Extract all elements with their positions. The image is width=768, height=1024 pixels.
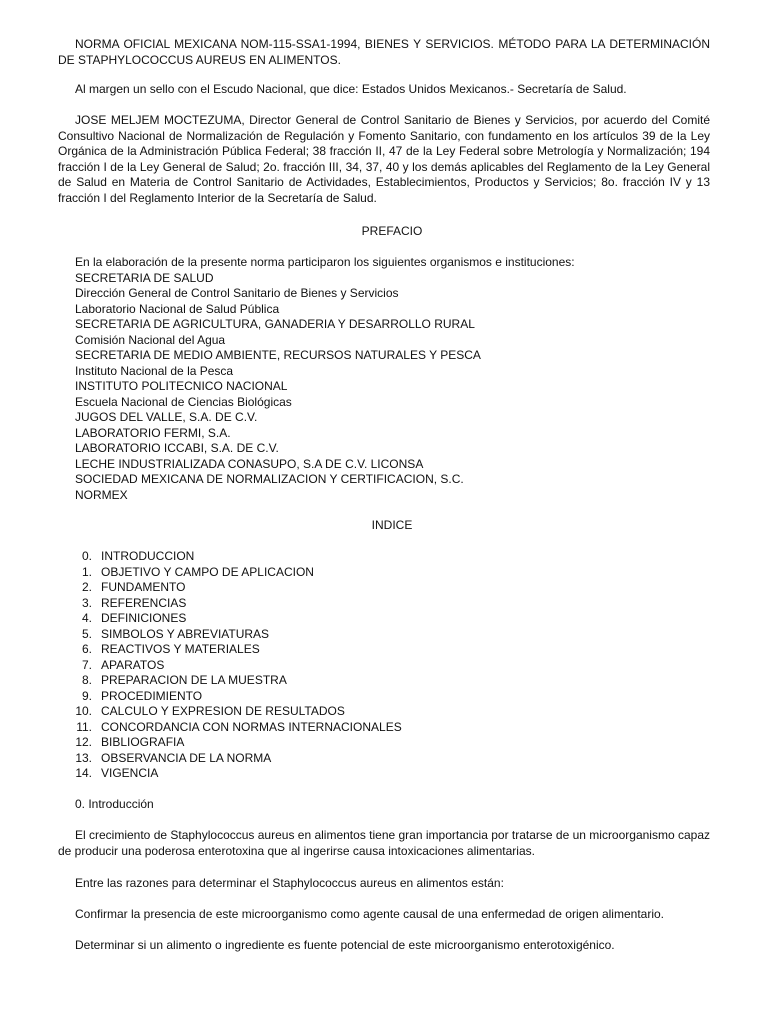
preface-heading: PREFACIO xyxy=(361,224,423,238)
participant-item: SECRETARIA DE SALUD xyxy=(75,270,214,285)
preface-section xyxy=(58,255,710,503)
participant-item: JUGOS DEL VALLE, S.A. DE C.V. xyxy=(75,410,258,424)
index-number: 0. xyxy=(81,549,92,563)
index-heading: INDICE xyxy=(371,518,413,532)
document-title: NORMA OFICIAL MEXICANA NOM-115-SSA1-1994, BIENES Y SERVICIOS. MÉTODO PARA LA DETERMINACIÓN DE STAPHYLOCOCCUS AUREUS EN ALIMENTOS. xyxy=(58,37,710,67)
index-item xyxy=(58,642,710,658)
index-label: PROCEDIMIENTO xyxy=(101,688,203,703)
index-item xyxy=(58,720,710,736)
intro-heading: 0. Introducción xyxy=(75,797,154,811)
index-label: OBSERVANCIA DE LA NORMA xyxy=(101,750,272,765)
index-item xyxy=(58,549,710,565)
index-number: 9. xyxy=(81,688,92,703)
index-number: 1. xyxy=(81,564,92,579)
index-number: 7. xyxy=(81,657,92,672)
index-section xyxy=(58,549,710,782)
intro-paragraph-2: Entre las razones para determinar el Staphylococcus aureus en alimentos están: xyxy=(75,876,504,890)
intro-paragraph-1: El crecimiento de Staphylococcus aureus en alimentos tiene gran importancia por tratarse de un microorganismo capaz de producir una poderosa enterotoxina que al ingerirse causa intoxicaciones alimentarias. xyxy=(58,828,710,858)
intro-paragraph-4: Determinar si un alimento o ingrediente es fuente potencial de este microorganismo enterotoxigénico. xyxy=(75,938,615,952)
participant-item: SECRETARIA DE AGRICULTURA, GANADERIA Y DESARROLLO RURAL xyxy=(75,317,475,331)
index-label: VIGENCIA xyxy=(101,766,159,780)
index-label: FUNDAMENTO xyxy=(101,580,186,594)
index-label: BIBLIOGRAFIA xyxy=(101,735,185,749)
margin-seal-paragraph: Al margen un sello con el Escudo Nacional, que dice: Estados Unidos Mexicanos.- Secretaría de Salud. xyxy=(75,82,627,96)
participant-item: LECHE INDUSTRIALIZADA CONASUPO, S.A DE C.V. LICONSA xyxy=(75,456,424,471)
participant-item: Laboratorio Nacional de Salud Pública xyxy=(75,301,280,316)
participant-item: LABORATORIO FERMI, S.A. xyxy=(75,425,231,440)
index-number: 14. xyxy=(75,766,92,780)
participant-item: Instituto Nacional de la Pesca xyxy=(75,363,234,378)
index-number: 13. xyxy=(75,750,92,765)
index-item xyxy=(58,766,710,782)
index-item xyxy=(58,704,710,720)
preface-intro: En la elaboración de la presente norma participaron los siguientes organismos e instituciones: xyxy=(75,255,575,269)
participants-list xyxy=(58,255,710,503)
index-label: INTRODUCCION xyxy=(101,549,195,563)
index-item xyxy=(58,611,710,627)
index-item xyxy=(58,596,710,612)
index-item xyxy=(58,689,710,705)
participant-item: Comisión Nacional del Agua xyxy=(75,332,226,347)
index-item xyxy=(58,751,710,767)
index-number: 4. xyxy=(81,611,92,625)
index-number: 6. xyxy=(81,642,92,656)
index-number: 2. xyxy=(81,580,92,594)
index-label: CONCORDANCIA CON NORMAS INTERNACIONALES xyxy=(101,719,402,734)
index-label: REFERENCIAS xyxy=(101,595,187,610)
participant-item: LABORATORIO ICCABI, S.A. DE C.V. xyxy=(75,441,279,455)
authority-paragraph: JOSE MELJEM MOCTEZUMA, Director General de Control Sanitario de Bienes y Servicios, por acuerdo del Comité Consultivo Nacional de Normalización de Regulación y Fomento Sanitario, con fundamento en los artículos 39 de la Ley Orgánica de la Administración Pública Federal; 38 fracción II, 47 de la Ley Federal sobre Metrología y Normalización; 194 fracción I de la Ley General de Salud; 2o. fracción III, 34, 37, 40 y los demás aplicables del Reglamento de la Ley General de Salud en Materia de Control Sanitario de Actividades, Establecimientos, Productos y Servicios; 8o. fracción IV y 13 fracción I del Reglamento Interior de la Secretaría de Salud. xyxy=(58,113,710,205)
participant-item: SOCIEDAD MEXICANA DE NORMALIZACION Y CERTIFICACION, S.C. xyxy=(75,472,464,486)
index-item xyxy=(58,565,710,581)
index-item xyxy=(58,580,710,596)
index-label: REACTIVOS Y MATERIALES xyxy=(101,642,260,656)
index-item xyxy=(58,658,710,674)
participant-item: INSTITUTO POLITECNICO NACIONAL xyxy=(75,379,288,393)
index-item xyxy=(58,673,710,689)
index-number: 10. xyxy=(75,704,92,718)
index-label: APARATOS xyxy=(101,657,165,672)
index-number: 3. xyxy=(81,595,92,610)
index-number: 8. xyxy=(81,673,92,687)
index-number: 11. xyxy=(76,719,92,734)
index-number: 5. xyxy=(81,626,92,641)
index-label: CALCULO Y EXPRESION DE RESULTADOS xyxy=(101,704,345,718)
index-label: PREPARACION DE LA MUESTRA xyxy=(101,673,287,687)
index-list xyxy=(58,549,710,782)
index-item xyxy=(58,627,710,643)
index-item xyxy=(58,735,710,751)
index-label: DEFINICIONES xyxy=(101,611,187,625)
participant-item: Dirección General de Control Sanitario de Bienes y Servicios xyxy=(75,286,399,300)
index-label: SIMBOLOS Y ABREVIATURAS xyxy=(101,626,270,641)
participant-item: NORMEX xyxy=(75,487,128,502)
index-label: OBJETIVO Y CAMPO DE APLICACION xyxy=(101,564,314,579)
index-number: 12. xyxy=(75,735,92,749)
intro-paragraph-3: Confirmar la presencia de este microorganismo como agente causal de una enfermedad de origen alimentario. xyxy=(75,907,664,921)
participant-item: SECRETARIA DE MEDIO AMBIENTE, RECURSOS NATURALES Y PESCA xyxy=(75,348,481,362)
participant-item: Escuela Nacional de Ciencias Biológicas xyxy=(75,394,292,409)
